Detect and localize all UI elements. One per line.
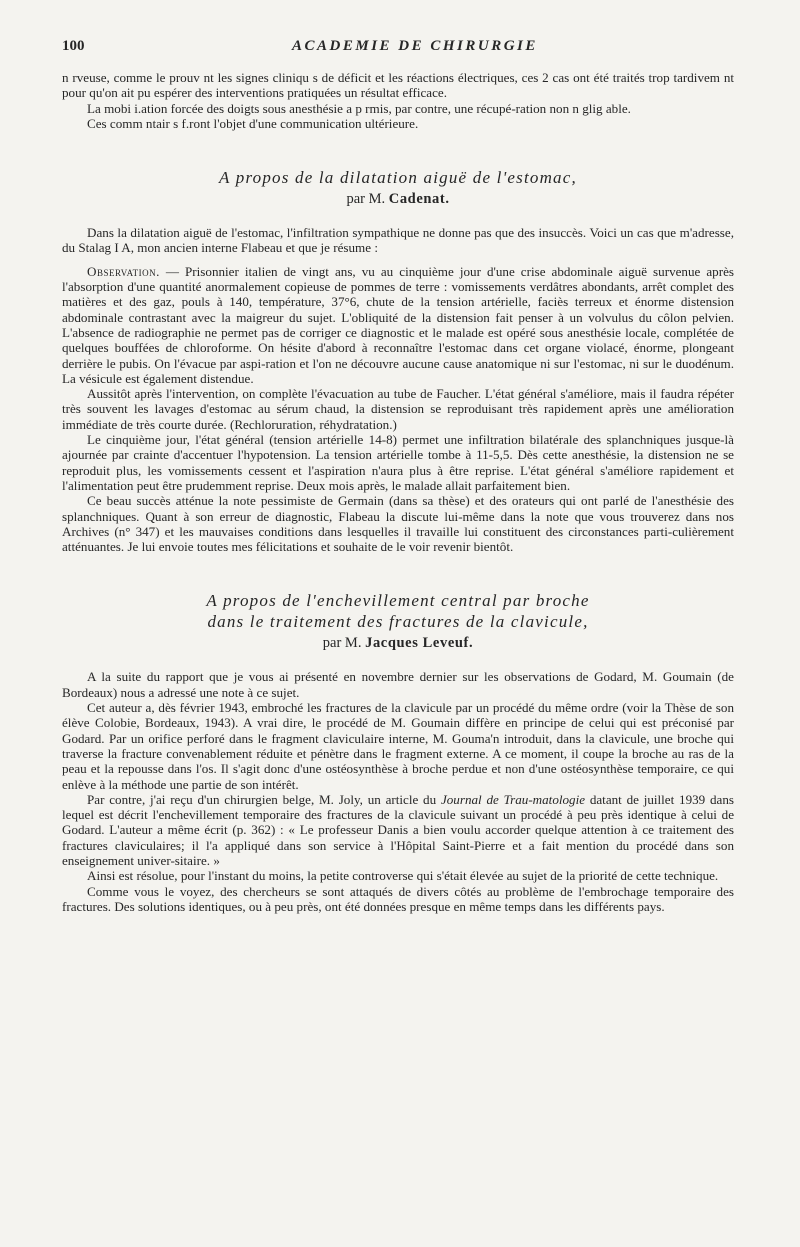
body-paragraph: A la suite du rapport que je vous ai présenté en novembre dernier sur les observations de Godard, M. Goumain (de Bordeaux) nous a adressé une note à ce sujet.	[62, 669, 734, 700]
page-body	[62, 70, 734, 914]
author-name: Cadenat.	[388, 191, 450, 208]
text-run: datant de juillet 1939 dans lequel est décrit l'enchevillement temporaire des fractures de la clavicule suivant un procédé à peu près identique à celui de Godard. L'auteur a même écrit (p. 362) : « Le professeur Danis a bien voulu accorder quelque attention à ce traitement des fractures claviculaires; il l'a appliqué dans son service à l'Hôpital Saint-Pierre et a fait mention du procédé dans son enseignement univer-sitaire. »	[62, 791, 734, 868]
intro-paragraph: n rveuse, comme le prouv nt les signes cliniqu s de déficit et les réactions électriques, ces 2 cas ont été traités trop tardivem nt pour qu'on ait pu espérer des interventions pratiquées un résultat efficace.	[62, 70, 734, 101]
section-title: A propos de l'enchevillement central par broche	[206, 591, 590, 611]
running-title: ACADEMIE DE CHIRURGIE	[292, 38, 538, 54]
section-byline	[62, 634, 734, 652]
body-paragraph: Ainsi est résolue, pour l'instant du moins, la petite controverse qui s'était élevée au sujet de la priorité de cette technique.	[87, 868, 719, 884]
body-paragraph: Ce beau succès atténue la note pessimiste de Germain (dans sa thèse) et des orateurs qui ont parlé de l'anesthésie des splanchniques. Quant à son erreur de diagnostic, Flabeau la discute lui-même dans la note que vous trouverez dans nos Archives (n° 347) et les mauvaises conditions dans lesquelles il travaille lui constituent des circonstances parti-culièrement atténuantes. Je lui envoie toutes mes félicitations et souhaite de le voir revenir bientôt.	[62, 493, 734, 555]
body-paragraph: Comme vous le voyez, des chercheurs se sont attaqués de divers côtés au problème de l'embrochage temporaire des fractures. Des solutions identiques, ou à peu près, ont été données presque en même temps dans les différents pays.	[62, 883, 734, 914]
observation-label: Observation.	[87, 263, 160, 279]
section-byline	[62, 190, 734, 208]
body-paragraph: Aussitôt après l'intervention, on complète l'évacuation au tube de Faucher. L'état général s'améliore, mais il faudra répéter très souvent les lavages d'estomac au sérum chaud, la distension se reproduisant très rapidement après une amélioration immédiate de très courte durée. (Rechloruration, réhydratation.)	[62, 386, 734, 432]
body-paragraph: Dans la dilatation aiguë de l'estomac, l'infiltration sympathique ne donne pas que des insuccès. Voici un cas que m'adresse, du Stalag I A, mon ancien interne Flabeau et que je résume :	[62, 225, 734, 256]
byline-prefix: par M.	[322, 635, 362, 652]
section-dilatation	[62, 167, 734, 554]
byline-prefix: par M.	[346, 191, 386, 208]
text-run: Par contre, j'ai reçu d'un chirurgien belge, M. Joly, un article du	[87, 791, 441, 807]
section-title: A propos de la dilatation aiguë de l'estomac,	[219, 168, 577, 188]
section-title-line2: dans le traitement des fractures de la clavicule,	[207, 612, 589, 632]
page-header	[62, 38, 732, 62]
section-enchevillement	[62, 590, 734, 914]
intro-paragraph: La mobi i.ation forcée des doigts sous anesthésie a p rmis, par contre, une récupé-ration non n glig able.	[87, 100, 631, 116]
observation-paragraph	[62, 264, 734, 386]
author-name: Jacques Leveuf.	[365, 635, 474, 652]
body-paragraph	[62, 792, 734, 868]
observation-text: — Prisonnier italien de vingt ans, vu au cinquième jour d'une crise abdominale aiguë survenue après l'absorption d'une quantité anormalement copieuse de pommes de terre : vomissements verdâtres abondants, arrêt complet des matières et des gaz, pouls à 140, température, 37°6, chute de la tension artérielle, faciès terreux et énorme distension abdominale contrastant avec la maigreur du sujet. L'obliquité de la distension fait penser à un volvulus du côlon pelvien. L'absence de radiographie ne permet pas de corriger ce diagnostic et le malade est opéré sous anesthésie locale, complétée de quelques bouffées de chloroforme. On hésite d'abord à reconnaître l'estomac dans cet organe violacé, énorme, plongeant derrière le pubis. On l'évacue par aspi-ration et l'on ne découvre aucune cause anatomique ni sur l'estomac, ni sur le duodénum. La vésicule est également distendue.	[62, 263, 734, 386]
body-paragraph: Le cinquième jour, l'état général (tension artérielle 14-8) permet une infiltration bilatérale des splanchniques jusque-là ajournée par crainte d'accentuer l'hypotension. La tension artérielle tombe à 11-5,5. Dès cette anesthésie, la distension ne se reproduit plus, les vomissements cessent et l'aspiration n'aura plus à être reprise. L'état général s'améliore rapidement et l'alimentation peut être prudemment reprise. Deux mois après, le malade allait parfaitement bien.	[62, 432, 734, 493]
journal-title: Journal de Trau-matologie	[440, 791, 586, 807]
body-paragraph: Cet auteur a, dès février 1943, embroché les fractures de la clavicule par un procédé du même ordre (voir la Thèse de son élève Colobie, Bordeaux, 1943). A vrai dire, le procédé de M. Goumain diffère en principe de celui qui est préconisé par Godard. Par un orifice perforé dans le fragment claviculaire interne, M. Gouma'n introduit, dans la clavicule, une broche qui traverse la fracture convenablement réduite et pénètre dans le fragment externe. A ce moment, il coupe la broche au ras de la peau et la repousse dans l'os. Il s'agit donc d'une ostéosynthèse à broche perdue et non d'une ostéosynthèse temporaire, ce qui enlève à la méthode une partie de son intérêt.	[62, 700, 734, 792]
page-number: 100	[62, 38, 85, 54]
intro-paragraph: Ces comm ntair s f.ront l'objet d'une communication ultérieure.	[87, 115, 419, 131]
